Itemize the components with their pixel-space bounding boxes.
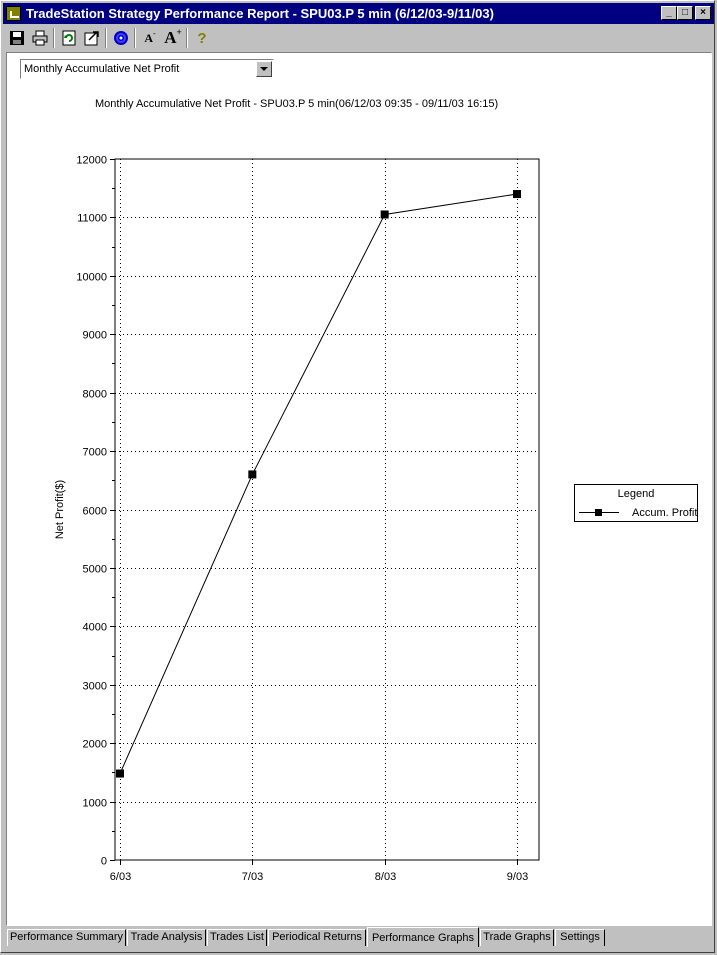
help-button[interactable] <box>192 27 212 49</box>
close-button[interactable]: × <box>695 6 711 20</box>
x-tick-label: 6/03 <box>109 871 132 883</box>
legend-marker <box>595 509 602 516</box>
font-decrease-icon: A <box>144 30 153 45</box>
export-button[interactable] <box>82 27 102 49</box>
toolbar-separator <box>186 28 188 48</box>
y-tick-label: 4000 <box>82 621 107 634</box>
toolbar <box>3 25 714 51</box>
y-tick-label: 7000 <box>82 446 107 459</box>
chart-legend <box>574 484 698 522</box>
legend-series-label: Accum. Profit <box>632 507 698 519</box>
report-content <box>6 52 712 926</box>
data-point-marker <box>513 190 521 198</box>
graph-type-value: Monthly Accumulative Net Profit <box>24 63 180 75</box>
help-icon: ? <box>197 29 207 47</box>
x-tick-label: 8/03 <box>374 871 397 883</box>
y-tick-label: 1000 <box>82 797 107 810</box>
y-tick-label: 6000 <box>82 505 107 518</box>
x-tick-label: 7/03 <box>241 871 264 883</box>
y-axis-label: Net Profit($) <box>54 479 66 540</box>
tab-trades-list[interactable]: Trades List <box>207 929 267 946</box>
minimize-button[interactable]: _ <box>661 6 677 20</box>
refresh-icon <box>61 30 77 46</box>
tab-performance-graphs[interactable]: Performance Graphs <box>367 927 479 947</box>
save-icon <box>9 30 25 46</box>
plot-area <box>115 159 539 860</box>
tab-periodical-returns[interactable]: Periodical Returns <box>268 929 366 946</box>
tab-settings[interactable]: Settings <box>555 929 605 946</box>
export-icon <box>84 30 100 46</box>
font-increase-button[interactable] <box>163 27 183 49</box>
data-point-marker <box>381 210 389 218</box>
tab-performance-summary[interactable]: Performance Summary <box>7 929 126 946</box>
y-tick-label: 3000 <box>82 680 107 693</box>
y-tick-label: 2000 <box>82 738 107 751</box>
legend-title: Legend <box>617 488 655 500</box>
y-tick-label: 10000 <box>76 271 107 284</box>
minus-mark: - <box>153 28 156 38</box>
print-button[interactable] <box>30 27 50 49</box>
title-bar[interactable] <box>3 3 714 24</box>
y-tick-label: 9000 <box>82 329 107 342</box>
window-title: TradeStation Strategy Performance Report - SPU03.P 5 min (6/12/03-9/11/03) <box>26 6 494 21</box>
maximize-button[interactable]: □ <box>677 6 693 20</box>
y-tick-label: 8000 <box>82 388 107 401</box>
font-decrease-button[interactable] <box>140 27 160 49</box>
font-increase-icon: A <box>164 28 177 47</box>
tab-trade-graphs[interactable]: Trade Graphs <box>480 929 554 946</box>
y-tick-label: 0 <box>100 855 107 868</box>
y-tick-label: 12000 <box>76 154 107 167</box>
plus-mark: + <box>176 27 182 37</box>
x-tick-label: 9/03 <box>506 871 529 883</box>
toolbar-separator <box>105 28 107 48</box>
print-icon <box>32 30 48 46</box>
target-button[interactable] <box>111 27 131 49</box>
tradestation-app-icon[interactable] <box>6 6 21 21</box>
target-icon <box>113 30 129 46</box>
chart-title: Monthly Accumulative Net Profit - SPU03.P 5 min(06/12/03 09:35 - 09/11/03 16:15) <box>95 98 499 110</box>
y-tick-label: 11000 <box>77 212 107 225</box>
data-point-marker <box>116 770 124 778</box>
tab-trade-analysis[interactable]: Trade Analysis <box>127 929 206 946</box>
toolbar-separator <box>134 28 136 48</box>
refresh-button[interactable] <box>59 27 79 49</box>
save-button[interactable] <box>7 27 27 49</box>
y-tick-label: 5000 <box>82 563 107 576</box>
toolbar-separator <box>53 28 55 48</box>
data-point-marker <box>248 470 256 478</box>
